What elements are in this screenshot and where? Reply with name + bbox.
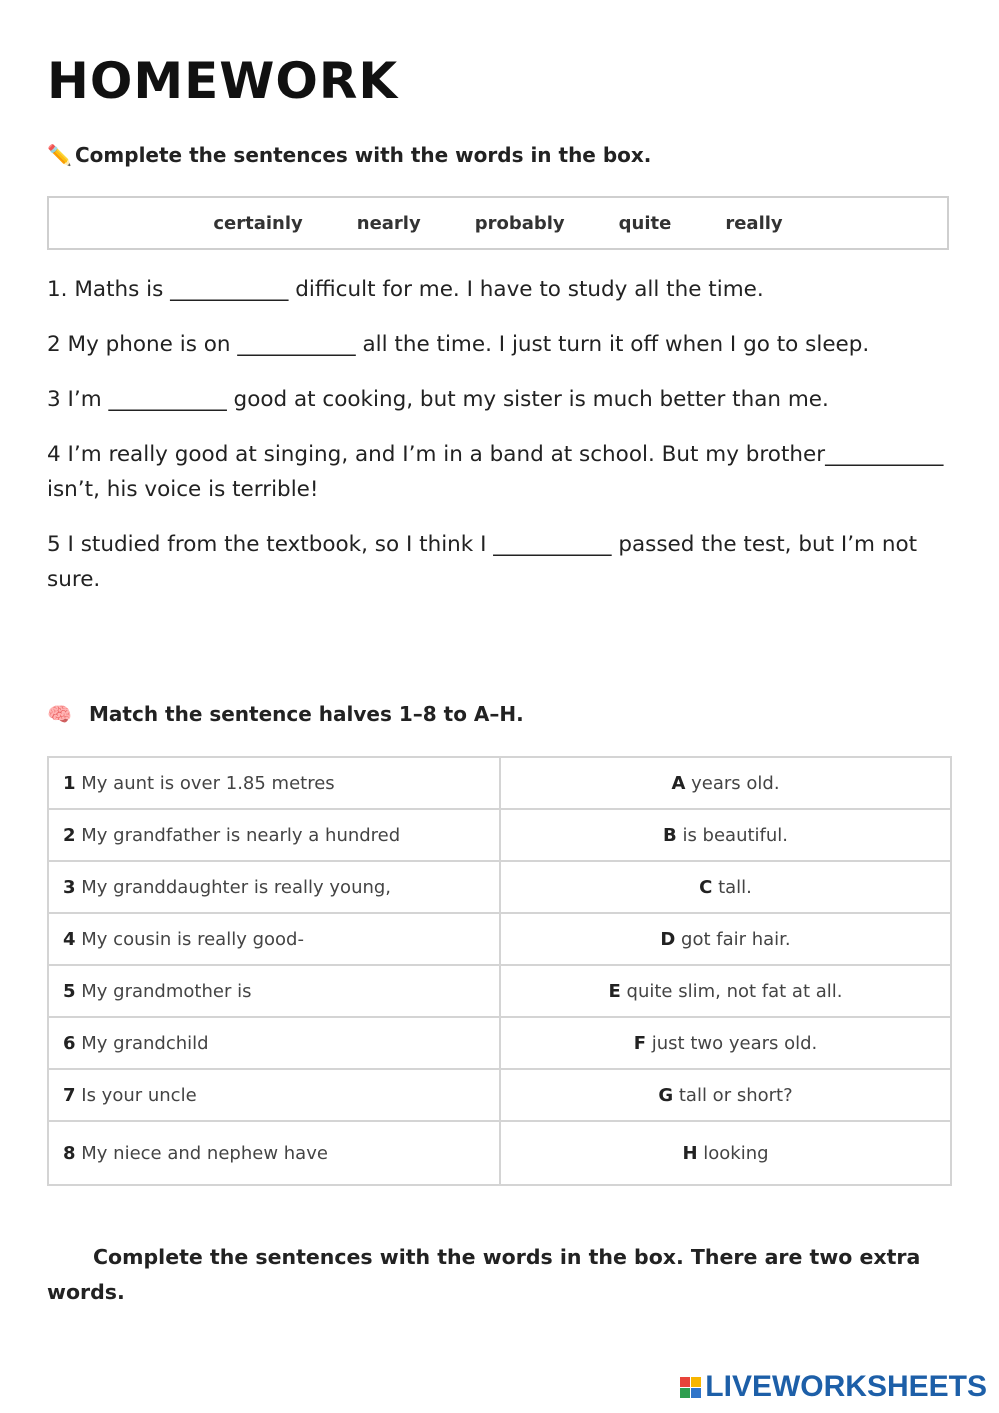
pencil-icon: ✏️ [47,143,72,167]
match-number: 6 [63,1032,76,1054]
match-letter: G [658,1084,674,1106]
gap-fill-sentence[interactable]: 1. Maths is ___________ difficult for me. I have to study all the time. [47,277,764,302]
match-letter: F [633,1032,647,1054]
brain-icon: 🧠 [47,702,72,726]
word-box-item: really [725,212,783,234]
match-number: 5 [63,980,76,1002]
page-title: HOMEWORK [47,52,399,110]
matching-table [47,756,952,1186]
table-row [48,1121,951,1185]
match-right-text: years old. [691,772,780,794]
match-right-text: got fair hair. [681,928,791,950]
match-right-cell[interactable] [500,913,951,965]
match-left-text: My cousin is really good- [81,928,304,950]
section2-instruction [47,702,524,726]
match-number: 7 [63,1084,76,1106]
match-letter: B [662,824,677,846]
match-letter: D [660,928,676,950]
match-left-text: My niece and nephew have [81,1142,328,1164]
match-left-text: My grandfather is nearly a hundred [81,824,401,846]
match-right-text: tall or short? [678,1084,793,1106]
match-right-cell[interactable] [500,965,951,1017]
match-left-cell[interactable] [48,1121,500,1185]
table-row [48,965,951,1017]
gap-fill-sentence[interactable]: 4 I’m really good at singing, and I’m in a band at school. But my brother___________ isn’t, his voice is terrible! [47,442,944,502]
table-row [48,809,951,861]
section1-instruction-text: Complete the sentences with the words in the box. [75,143,652,167]
match-left-cell[interactable] [48,1069,500,1121]
match-left-cell[interactable] [48,965,500,1017]
match-right-text: is beautiful. [682,824,789,846]
match-left-cell[interactable] [48,913,500,965]
match-right-cell[interactable] [500,1121,951,1185]
match-number: 1 [63,772,76,794]
word-box-item: certainly [213,212,303,234]
match-right-cell[interactable] [500,1017,951,1069]
match-right-text: tall. [718,876,752,898]
section2-instruction-text: Match the sentence halves 1–8 to A–H. [89,702,524,726]
match-left-text: My granddaughter is really young, [81,876,392,898]
match-number: 4 [63,928,76,950]
gap-fill-sentences [47,272,952,617]
match-left-cell[interactable] [48,757,500,809]
table-row [48,861,951,913]
match-left-cell[interactable] [48,809,500,861]
match-number: 8 [63,1142,76,1164]
match-left-cell[interactable] [48,1017,500,1069]
section3-instruction: Complete the sentences with the words in the box. There are two extra words. [47,1245,921,1304]
match-left-text: My grandchild [81,1032,209,1054]
logo-text: LIVEWORKSHEETS [705,1370,987,1403]
match-letter: H [682,1142,698,1164]
match-left-text: Is your uncle [81,1084,197,1106]
word-box-item: quite [618,212,672,234]
liveworksheets-logo[interactable] [680,1370,987,1404]
match-right-text: just two years old. [651,1032,818,1054]
word-box-item: nearly [356,212,421,234]
match-number: 3 [63,876,76,898]
match-right-cell[interactable] [500,1069,951,1121]
table-row [48,1017,951,1069]
gap-fill-sentence[interactable]: 5 I studied from the textbook, so I think I ___________ passed the test, but I’m not sure. [47,532,918,592]
match-number: 2 [63,824,76,846]
gap-fill-sentence[interactable]: 2 My phone is on ___________ all the time. I just turn it off when I go to sleep. [47,332,870,357]
match-right-cell[interactable] [500,809,951,861]
match-right-cell[interactable] [500,757,951,809]
section1-instruction [47,143,651,167]
match-letter: C [699,876,713,898]
logo-grid-icon [680,1377,701,1398]
match-left-text: My grandmother is [81,980,252,1002]
match-left-cell[interactable] [48,861,500,913]
match-right-cell[interactable] [500,861,951,913]
match-letter: E [608,980,621,1002]
match-letter: A [671,772,686,794]
table-row [48,757,951,809]
match-right-text: quite slim, not fat at all. [626,980,843,1002]
match-right-text: looking [703,1142,769,1164]
table-row [48,1069,951,1121]
match-left-text: My aunt is over 1.85 metres [81,772,335,794]
table-row [48,913,951,965]
gap-fill-sentence[interactable]: 3 I’m ___________ good at cooking, but my sister is much better than me. [47,387,829,412]
word-box-item: probably [474,212,565,234]
word-box [47,196,949,250]
